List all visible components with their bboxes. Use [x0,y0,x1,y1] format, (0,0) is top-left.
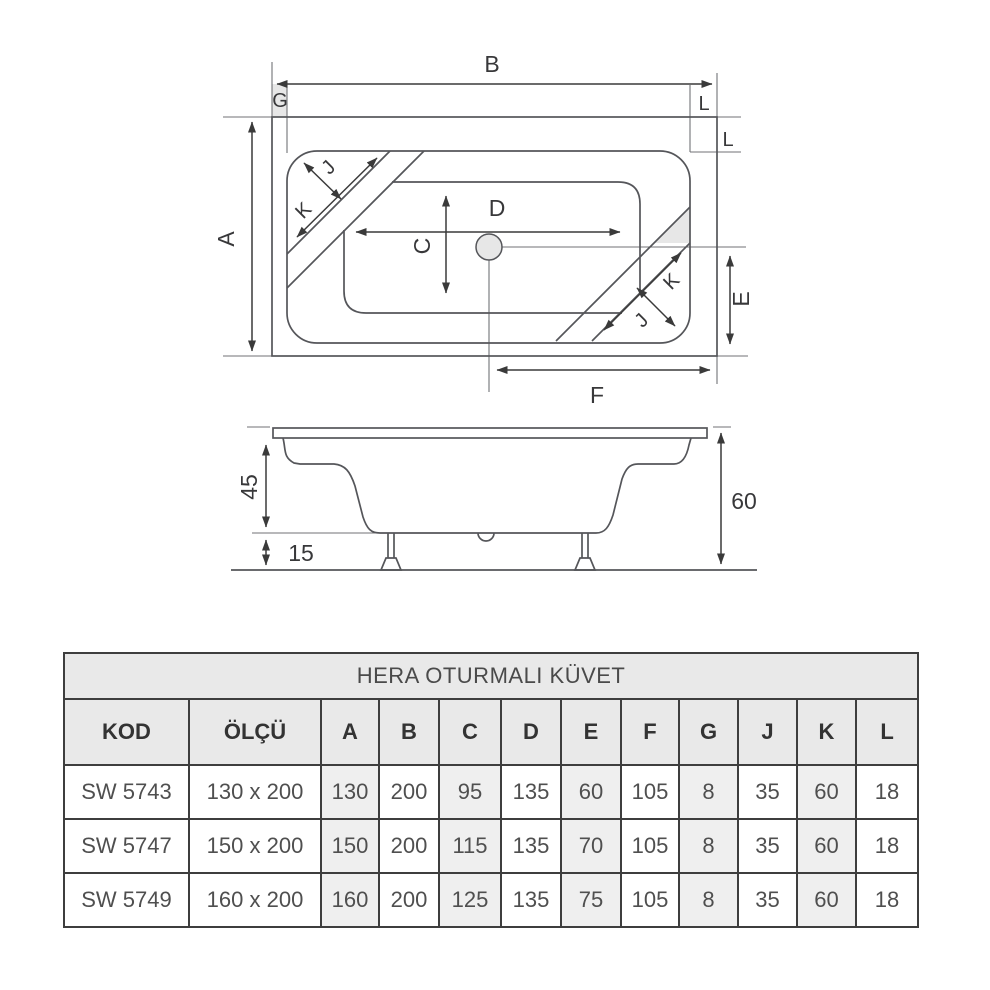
label-D: D [488,195,506,221]
label-F: F [589,382,605,408]
col-header-d: D [501,699,561,765]
label-45: 45 [236,474,262,500]
cell-d: 135 [501,873,561,927]
cell-d: 135 [501,819,561,873]
top-view [213,51,754,408]
spec-table [63,652,919,928]
side-view [231,427,757,570]
side-dimension-arrows [266,433,721,565]
leg-right [575,533,595,570]
label-L-top: L [698,93,710,115]
cell-j: 35 [738,873,797,927]
cell-e: 70 [561,819,621,873]
col-header-e: E [561,699,621,765]
table-header-row [64,699,918,765]
cell-c: 115 [439,819,501,873]
cell-c: 95 [439,765,501,819]
side-extension-lines [247,427,731,533]
cell-j: 35 [738,819,797,873]
cell-a: 160 [321,873,379,927]
label-A: A [213,231,239,247]
col-header-j: J [738,699,797,765]
label-E: E [728,291,754,307]
cell-olcu: 130 x 200 [189,765,321,819]
table-title: HERA OTURMALI KÜVET [64,653,918,699]
cell-k: 60 [797,765,856,819]
cell-g: 8 [679,819,738,873]
cell-k: 60 [797,873,856,927]
label-G: G [272,90,288,112]
table-row [64,765,918,819]
rim-bar [273,428,707,438]
label-J-lower: J [630,309,654,333]
cell-j: 35 [738,765,797,819]
tub-profile [273,428,707,570]
cell-e: 60 [561,765,621,819]
col-header-a: A [321,699,379,765]
cell-kod: SW 5747 [64,819,189,873]
col-header-b: B [379,699,439,765]
col-header-g: G [679,699,738,765]
cell-e: 75 [561,873,621,927]
cell-d: 135 [501,765,561,819]
cell-olcu: 160 x 200 [189,873,321,927]
tub-outline [272,117,717,356]
label-15: 15 [288,540,314,566]
side-dimension-labels [236,474,757,566]
drain-circle [476,234,502,260]
cell-b: 200 [379,819,439,873]
cell-olcu: 150 x 200 [189,819,321,873]
col-header-f: F [621,699,679,765]
cell-a: 130 [321,765,379,819]
col-header-olcu: ÖLÇÜ [189,699,321,765]
cell-l: 18 [856,765,918,819]
cell-l: 18 [856,819,918,873]
drain-bump [478,533,494,541]
cell-k: 60 [797,819,856,873]
cell-kod: SW 5743 [64,765,189,819]
shell-left [283,438,691,533]
label-J-upper: J [317,156,341,180]
dimension-arrows [252,84,730,370]
col-header-kod: KOD [64,699,189,765]
cell-b: 200 [379,765,439,819]
cell-c: 125 [439,873,501,927]
label-C: C [409,237,435,255]
cell-f: 105 [621,765,679,819]
label-60: 60 [731,488,757,514]
table-row [64,873,918,927]
cell-b: 200 [379,873,439,927]
leg-left [381,533,401,570]
cell-l: 18 [856,873,918,927]
cell-f: 105 [621,819,679,873]
table-row [64,819,918,873]
col-header-l: L [856,699,918,765]
cell-g: 8 [679,873,738,927]
cell-a: 150 [321,819,379,873]
cell-kod: SW 5749 [64,873,189,927]
cell-f: 105 [621,873,679,927]
table-title-row [64,653,918,699]
label-K-upper: K [291,198,317,224]
cell-g: 8 [679,765,738,819]
col-header-k: K [797,699,856,765]
label-B: B [484,51,500,77]
label-L-right: L [722,129,734,151]
label-K-lower: K [659,269,685,295]
col-header-c: C [439,699,501,765]
